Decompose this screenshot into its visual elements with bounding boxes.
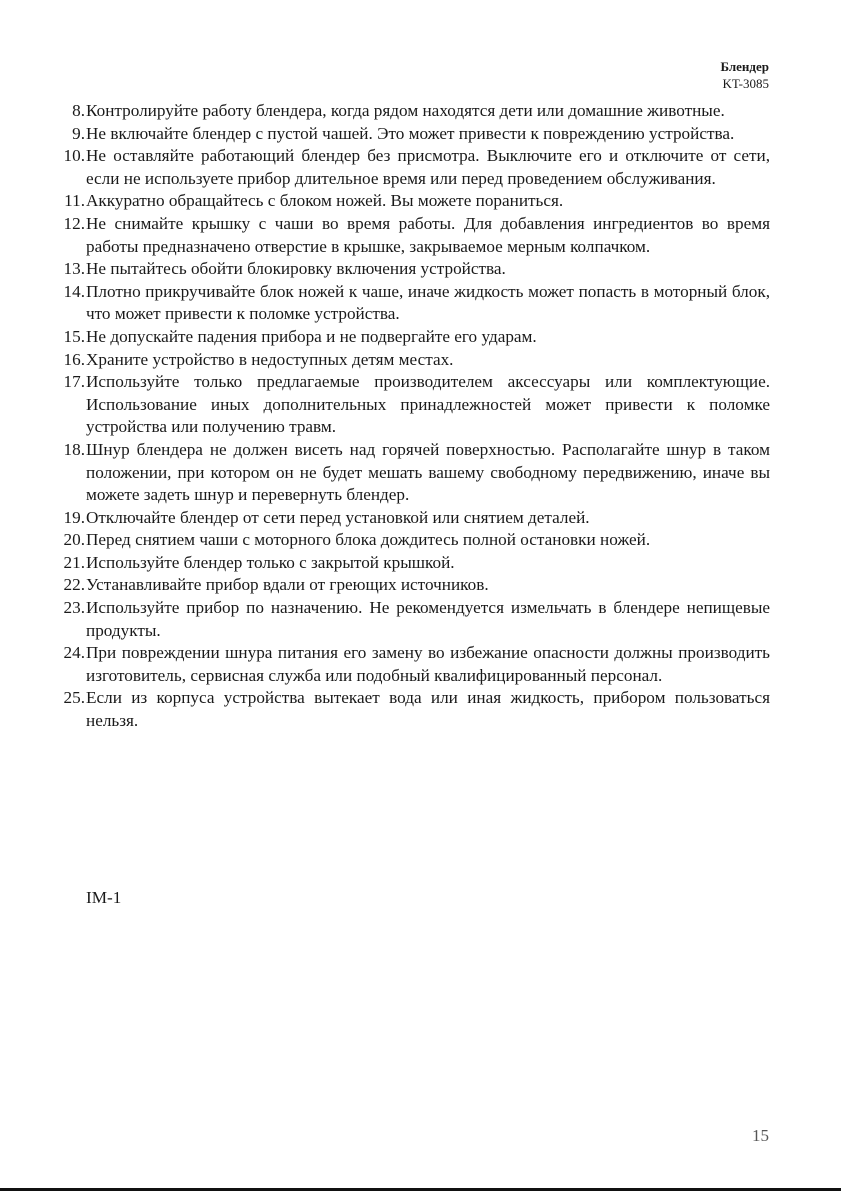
item-number: 25. (63, 688, 85, 708)
item-text: Аккуратно обращайтесь с блоком ножей. Вы можете пораниться. (86, 191, 564, 211)
item-text: Не пытайтесь обойти блокировку включения устройства. (86, 259, 506, 279)
item-text: Используйте только предлагаемые производителем аксессуары или комплектующие. Использование иных дополнительных принадлежностей может привести к поломке устройства или получению травм. (86, 372, 770, 437)
item-text: Устанавливайте прибор вдали от греющих источников. (86, 575, 489, 595)
list-item (50, 574, 770, 597)
item-number: 14. (63, 281, 85, 301)
item-number: 22. (63, 575, 85, 595)
item-number: 9. (72, 123, 85, 143)
list-item (50, 123, 770, 146)
item-number: 21. (63, 552, 85, 572)
list-item (50, 258, 770, 281)
list-item (50, 597, 770, 642)
item-text: Перед снятием чаши с моторного блока дождитесь полной остановки ножей. (86, 530, 651, 550)
item-number: 19. (63, 507, 85, 527)
item-text: Не включайте блендер с пустой чашей. Это может привести к повреждению устройства. (86, 123, 735, 143)
list-item (50, 439, 770, 507)
list-item (50, 326, 770, 349)
list-item (50, 190, 770, 213)
item-number: 11. (64, 191, 85, 211)
item-number: 18. (63, 439, 85, 459)
item-text: Не оставляйте работающий блендер без присмотра. Выключите его и отключите от сети, если не используете прибор длительное время или перед проведением обслуживания. (86, 146, 770, 188)
item-number: 23. (63, 598, 85, 618)
page-number: 15 (752, 1126, 769, 1145)
item-text: Храните устройство в недоступных детям местах. (86, 349, 454, 369)
item-text: При повреждении шнура питания его замену во избежание опасности должны производить изготовитель, сервисная служба или подобный квалифицированный персонал. (86, 643, 770, 685)
list-item (50, 507, 770, 530)
list-item (50, 281, 770, 326)
safety-instructions-list (50, 100, 770, 733)
item-number: 8. (72, 101, 85, 120)
item-text: Плотно прикручивайте блок ножей к чаше, иначе жидкость может попасть в моторный блок, что может привести к поломке устройства. (86, 281, 770, 324)
item-text: Не снимайте крышку с чаши во время работы. Для добавления ингредиентов во время работы предназначено отверстие в крышке, закрываемое мерным колпачком. (86, 213, 770, 256)
item-text: Контролируйте работу блендера, когда рядом находятся дети или домашние животные. (86, 101, 725, 120)
item-number: 16. (63, 349, 85, 369)
list-item (50, 371, 770, 439)
list-item (50, 213, 770, 258)
list-item (50, 145, 770, 190)
item-text: Шнур блендера не должен висеть над горячей поверхностью. Располагайте шнур в таком положении, при котором он не будет мешать вашему свободному передвижению, иначе вы можете задеть шнур и перевернуть блендер. (86, 439, 770, 505)
list-item (50, 552, 770, 575)
item-text: Не допускайте падения прибора и не подвергайте его ударам. (86, 326, 537, 346)
item-number: 15. (63, 326, 85, 346)
document-code: IM-1 (86, 888, 122, 907)
page-header (720, 58, 769, 92)
item-text: Используйте блендер только с закрытой крышкой. (86, 552, 455, 572)
item-text: Если из корпуса устройства вытекает вода или иная жидкость, прибором пользоваться нельзя. (86, 688, 770, 731)
item-text: Отключайте блендер от сети перед установкой или снятием деталей. (86, 507, 590, 527)
product-title: Блендер (720, 59, 769, 74)
item-number: 17. (63, 372, 85, 392)
item-number: 12. (63, 213, 85, 233)
item-number: 13. (63, 259, 85, 279)
list-item (50, 687, 770, 732)
list-item (50, 529, 770, 552)
item-number: 20. (63, 530, 85, 550)
list-item (50, 642, 770, 687)
list-item (50, 100, 770, 123)
list-item (50, 349, 770, 372)
product-model: KT-3085 (722, 76, 769, 91)
item-number: 24. (63, 643, 85, 663)
item-text: Используйте прибор по назначению. Не рекомендуется измельчать в блендере непищевые продукты. (86, 598, 770, 640)
item-number: 10. (63, 146, 85, 166)
